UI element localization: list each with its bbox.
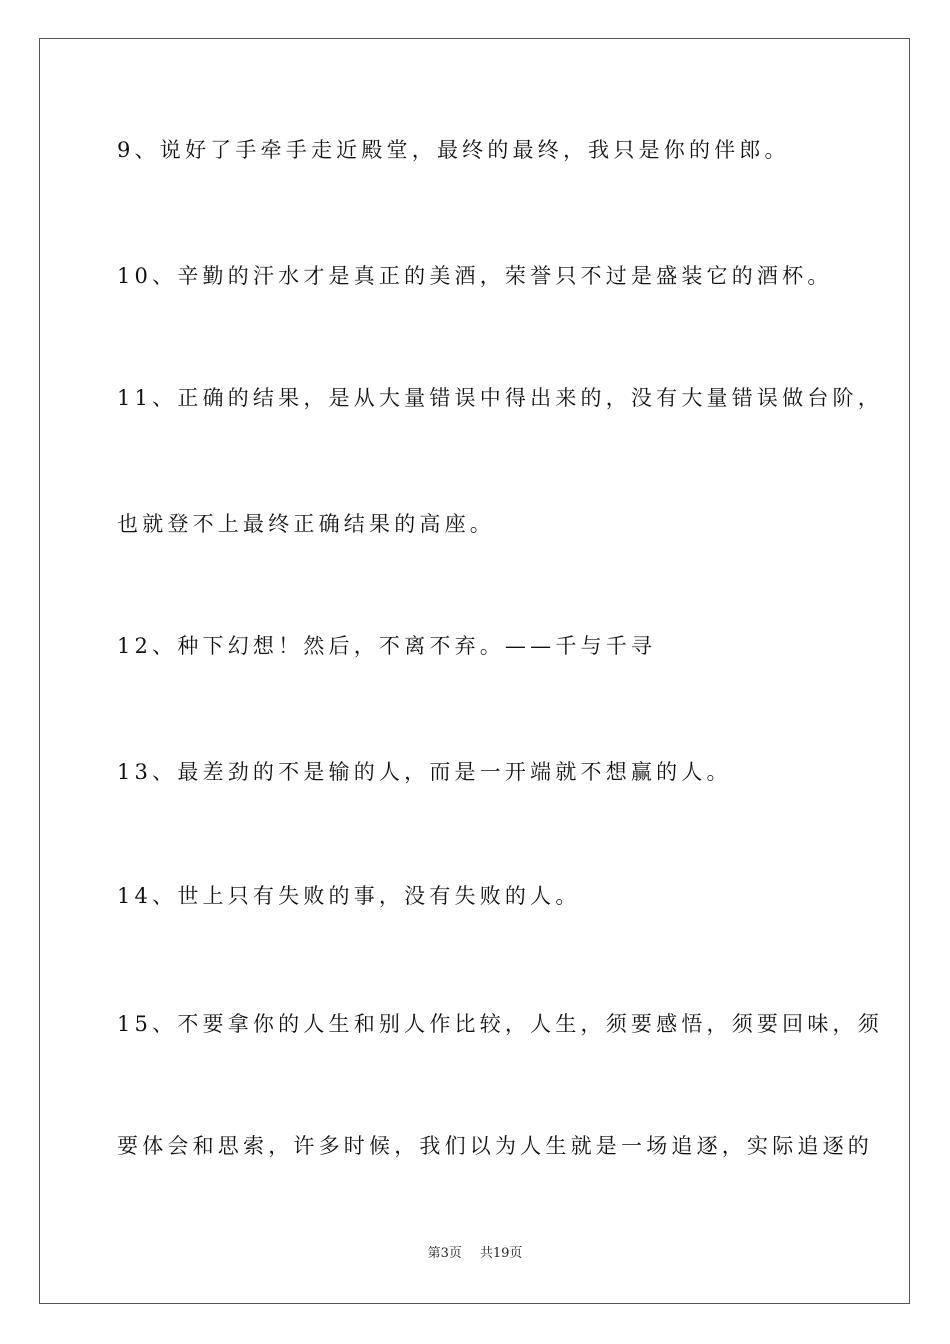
- page-border: [39, 38, 910, 1304]
- page-number-current: 第3页: [427, 1246, 462, 1261]
- page-number-total: 共19页: [479, 1246, 523, 1261]
- text-line-quote-11-continued: 也就登不上最终正确结果的高座。: [117, 512, 495, 536]
- text-line-quote-14: 14、世上只有失败的事，没有失败的人。: [117, 884, 581, 908]
- text-line-quote-12: 12、种下幻想！然后，不离不弃。——千与千寻: [117, 634, 657, 658]
- text-line-quote-13: 13、最差劲的不是输的人，而是一开端就不想赢的人。: [117, 760, 732, 784]
- text-line-quote-10: 10、辛勤的汗水才是真正的美酒，荣誉只不过是盛装它的酒杯。: [117, 264, 833, 288]
- page-footer: [0, 1245, 950, 1263]
- text-line-quote-11: 11、正确的结果，是从大量错误中得出来的，没有大量错误做台阶，: [117, 386, 883, 410]
- text-line-quote-15: 15、不要拿你的人生和别人作比较，人生，须要感悟，须要回味，须: [117, 1012, 883, 1036]
- text-line-quote-9: 9、说好了手牵手走近殿堂，最终的最终，我只是你的伴郎。: [117, 138, 790, 162]
- text-line-quote-15-continued: 要体会和思索，许多时候，我们以为人生就是一场追逐，实际追逐的: [117, 1134, 873, 1158]
